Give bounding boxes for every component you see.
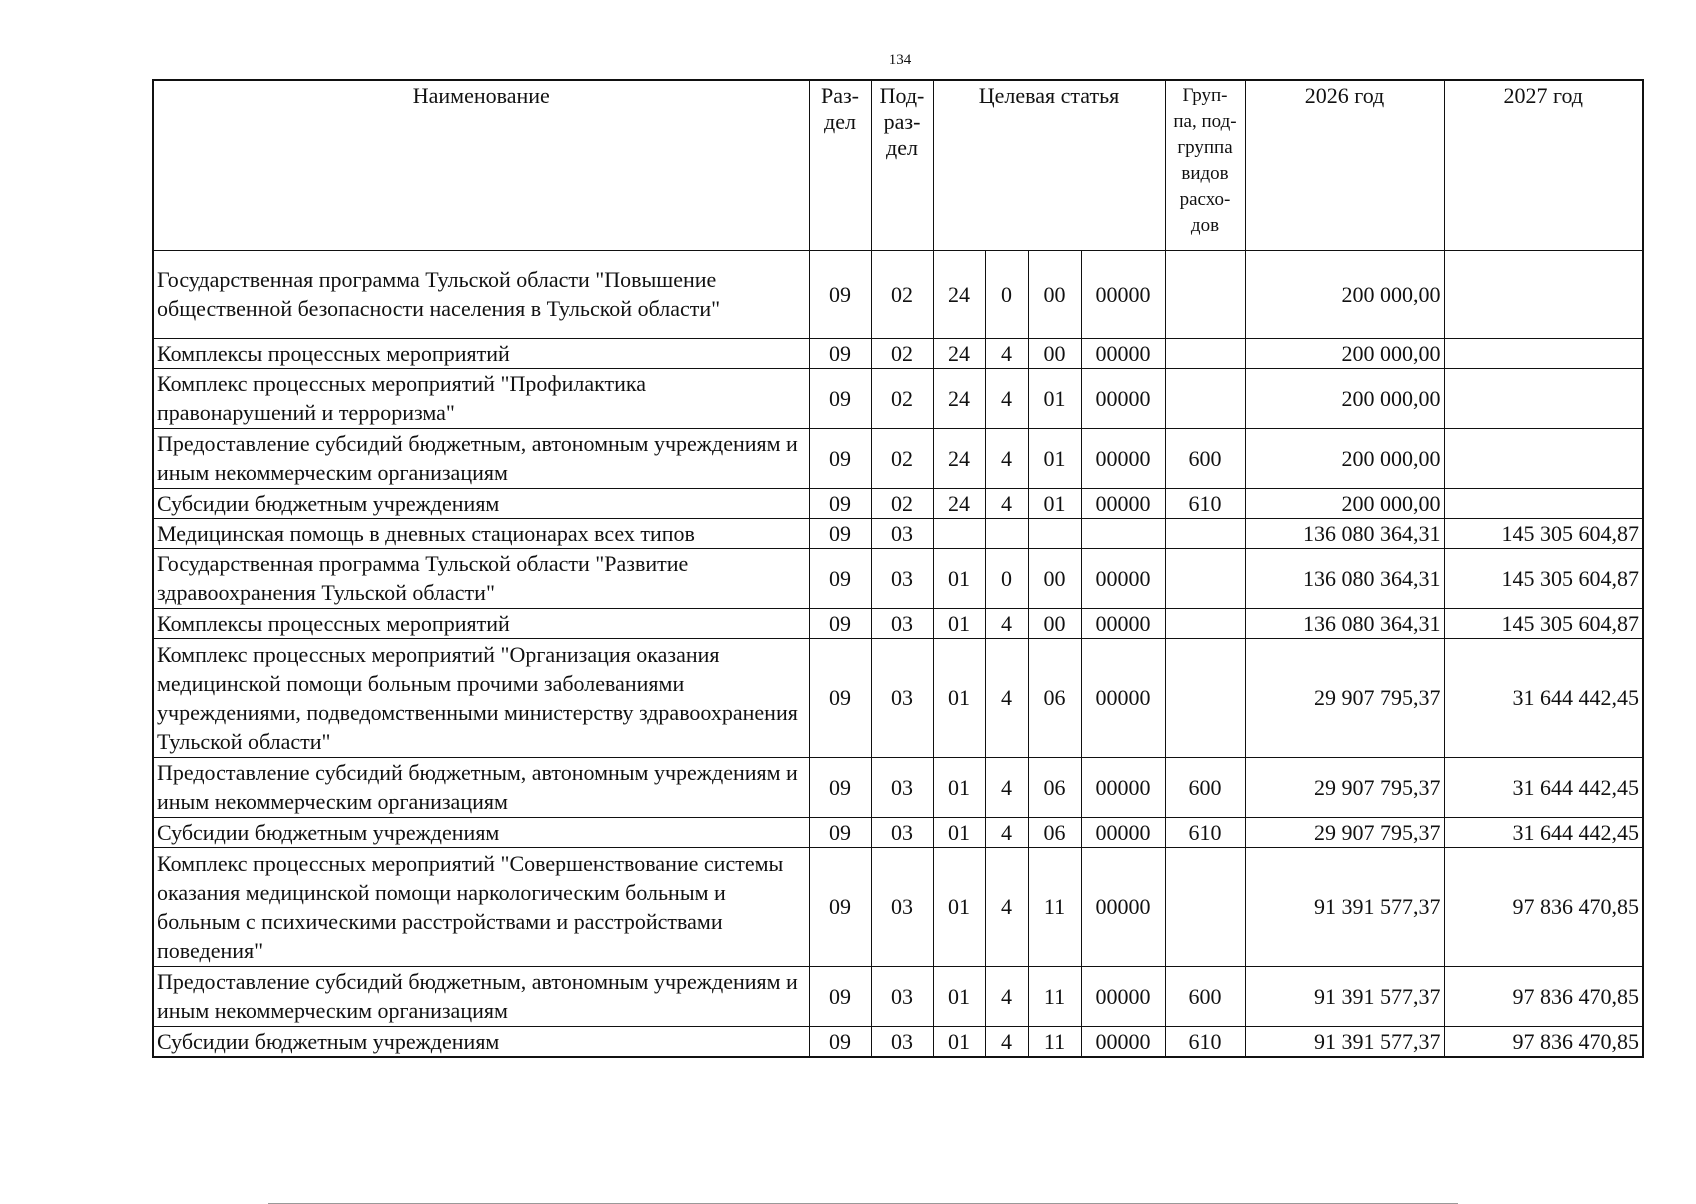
table-row [153, 488, 1643, 518]
row-expense-group: 600 [1165, 757, 1245, 817]
row-amount-2026: 29 907 795,37 [1245, 757, 1444, 817]
row-razdel: 09 [809, 250, 871, 338]
row-target-complex: 01 [1028, 428, 1081, 488]
row-podrazdel: 03 [871, 847, 933, 966]
row-target-type: 4 [985, 966, 1028, 1026]
row-amount-2027 [1444, 428, 1643, 488]
table-row [153, 757, 1643, 817]
row-amount-2027: 31 644 442,45 [1444, 757, 1643, 817]
row-target-complex: 01 [1028, 488, 1081, 518]
row-razdel: 09 [809, 548, 871, 608]
row-target-program: 01 [933, 757, 985, 817]
row-target-type: 4 [985, 757, 1028, 817]
row-target-program: 01 [933, 847, 985, 966]
row-razdel: 09 [809, 847, 871, 966]
row-target-type: 4 [985, 817, 1028, 847]
row-razdel: 09 [809, 757, 871, 817]
row-target-type: 4 [985, 608, 1028, 638]
row-amount-2026: 29 907 795,37 [1245, 638, 1444, 757]
header-year-2026: 2026 год [1245, 80, 1444, 250]
row-podrazdel: 02 [871, 338, 933, 368]
row-amount-2026: 136 080 364,31 [1245, 548, 1444, 608]
row-name: Комплекс процессных мероприятий "Профилактика правонарушений и терроризма" [153, 368, 809, 428]
row-expense-group [1165, 608, 1245, 638]
row-razdel: 09 [809, 608, 871, 638]
row-amount-2026: 200 000,00 [1245, 428, 1444, 488]
row-razdel: 09 [809, 518, 871, 548]
row-target-complex [1028, 518, 1081, 548]
row-target-type: 4 [985, 428, 1028, 488]
row-target-program: 24 [933, 488, 985, 518]
row-target-direction: 00000 [1081, 428, 1165, 488]
row-amount-2026: 200 000,00 [1245, 368, 1444, 428]
row-podrazdel: 03 [871, 757, 933, 817]
row-razdel: 09 [809, 338, 871, 368]
row-target-complex: 11 [1028, 847, 1081, 966]
row-target-complex: 11 [1028, 966, 1081, 1026]
row-target-direction: 00000 [1081, 847, 1165, 966]
table-row [153, 368, 1643, 428]
row-target-program: 24 [933, 368, 985, 428]
row-target-complex: 00 [1028, 548, 1081, 608]
row-target-program: 01 [933, 966, 985, 1026]
row-razdel: 09 [809, 638, 871, 757]
row-name: Предоставление субсидий бюджетным, автономным учреждениям и иным некоммерческим организациям [153, 966, 809, 1026]
row-target-type: 4 [985, 488, 1028, 518]
row-expense-group: 610 [1165, 488, 1245, 518]
row-name: Предоставление субсидий бюджетным, автономным учреждениям и иным некоммерческим организациям [153, 757, 809, 817]
row-target-type: 0 [985, 548, 1028, 608]
row-podrazdel: 03 [871, 548, 933, 608]
row-podrazdel: 03 [871, 638, 933, 757]
row-target-type: 4 [985, 338, 1028, 368]
row-target-complex: 00 [1028, 608, 1081, 638]
row-target-direction: 00000 [1081, 608, 1165, 638]
row-target-program: 24 [933, 428, 985, 488]
row-name: Медицинская помощь в дневных стационарах всех типов [153, 518, 809, 548]
row-target-complex: 11 [1028, 1026, 1081, 1057]
row-target-program: 01 [933, 548, 985, 608]
row-expense-group: 600 [1165, 966, 1245, 1026]
row-podrazdel: 03 [871, 608, 933, 638]
row-amount-2027 [1444, 250, 1643, 338]
table-row [153, 548, 1643, 608]
row-podrazdel: 03 [871, 518, 933, 548]
row-target-program [933, 518, 985, 548]
row-target-complex: 00 [1028, 250, 1081, 338]
row-target-complex: 06 [1028, 817, 1081, 847]
row-razdel: 09 [809, 428, 871, 488]
row-target-complex: 01 [1028, 368, 1081, 428]
row-expense-group: 600 [1165, 428, 1245, 488]
row-target-program: 01 [933, 608, 985, 638]
table-header-row [153, 80, 1643, 250]
table-row [153, 518, 1643, 548]
row-expense-group: 610 [1165, 1026, 1245, 1057]
row-razdel: 09 [809, 368, 871, 428]
row-amount-2027: 145 305 604,87 [1444, 518, 1643, 548]
row-target-type: 4 [985, 368, 1028, 428]
row-amount-2027 [1444, 338, 1643, 368]
row-expense-group [1165, 368, 1245, 428]
row-amount-2027: 145 305 604,87 [1444, 608, 1643, 638]
row-target-complex: 00 [1028, 338, 1081, 368]
table-row [153, 817, 1643, 847]
row-amount-2027 [1444, 368, 1643, 428]
row-target-program: 01 [933, 1026, 985, 1057]
header-target-article: Целевая статья [933, 80, 1165, 250]
row-amount-2027: 97 836 470,85 [1444, 847, 1643, 966]
row-name: Субсидии бюджетным учреждениям [153, 1026, 809, 1057]
table-row [153, 428, 1643, 488]
row-podrazdel: 03 [871, 1026, 933, 1057]
table-row [153, 966, 1643, 1026]
row-target-direction [1081, 518, 1165, 548]
row-target-direction: 00000 [1081, 488, 1165, 518]
row-target-direction: 00000 [1081, 817, 1165, 847]
budget-table [152, 79, 1644, 1058]
row-target-direction: 00000 [1081, 368, 1165, 428]
table-row [153, 847, 1643, 966]
row-podrazdel: 02 [871, 250, 933, 338]
row-expense-group [1165, 847, 1245, 966]
row-target-direction: 00000 [1081, 638, 1165, 757]
row-target-complex: 06 [1028, 757, 1081, 817]
header-year-2027: 2027 год [1444, 80, 1643, 250]
row-target-program: 01 [933, 817, 985, 847]
row-target-complex: 06 [1028, 638, 1081, 757]
header-expense-group: Груп- па, под- группа видов расхо- дов [1165, 80, 1245, 250]
row-amount-2027: 31 644 442,45 [1444, 638, 1643, 757]
row-razdel: 09 [809, 1026, 871, 1057]
row-name: Комплексы процессных мероприятий [153, 338, 809, 368]
row-amount-2026: 136 080 364,31 [1245, 518, 1444, 548]
row-expense-group [1165, 518, 1245, 548]
row-target-program: 24 [933, 250, 985, 338]
row-amount-2027: 145 305 604,87 [1444, 548, 1643, 608]
row-amount-2026: 91 391 577,37 [1245, 966, 1444, 1026]
header-podrazdel: Под- раз- дел [871, 80, 933, 250]
row-podrazdel: 02 [871, 488, 933, 518]
row-target-program: 24 [933, 338, 985, 368]
row-amount-2026: 136 080 364,31 [1245, 608, 1444, 638]
row-podrazdel: 02 [871, 428, 933, 488]
row-target-program: 01 [933, 638, 985, 757]
row-amount-2026: 91 391 577,37 [1245, 1026, 1444, 1057]
row-target-direction: 00000 [1081, 548, 1165, 608]
row-target-direction: 00000 [1081, 250, 1165, 338]
row-expense-group [1165, 638, 1245, 757]
row-expense-group [1165, 338, 1245, 368]
row-amount-2027: 31 644 442,45 [1444, 817, 1643, 847]
table-row [153, 608, 1643, 638]
table-row [153, 638, 1643, 757]
row-expense-group [1165, 548, 1245, 608]
row-target-type: 4 [985, 638, 1028, 757]
row-target-direction: 00000 [1081, 966, 1165, 1026]
row-name: Государственная программа Тульской области "Развитие здравоохранения Тульской области" [153, 548, 809, 608]
header-name: Наименование [153, 80, 809, 250]
row-amount-2026: 91 391 577,37 [1245, 847, 1444, 966]
row-name: Государственная программа Тульской области "Повышение общественной безопасности населения в Тульской области" [153, 250, 809, 338]
row-podrazdel: 02 [871, 368, 933, 428]
row-name: Субсидии бюджетным учреждениям [153, 488, 809, 518]
table-row [153, 338, 1643, 368]
row-razdel: 09 [809, 488, 871, 518]
row-razdel: 09 [809, 817, 871, 847]
row-amount-2027 [1444, 488, 1643, 518]
row-target-direction: 00000 [1081, 757, 1165, 817]
row-amount-2026: 200 000,00 [1245, 488, 1444, 518]
row-name: Комплексы процессных мероприятий [153, 608, 809, 638]
row-expense-group: 610 [1165, 817, 1245, 847]
row-razdel: 09 [809, 966, 871, 1026]
row-name: Комплекс процессных мероприятий "Организация оказания медицинской помощи больным прочими заболеваниями учреждениями, подведомственными министерству здравоохранения Тульской области" [153, 638, 809, 757]
row-podrazdel: 03 [871, 817, 933, 847]
row-podrazdel: 03 [871, 966, 933, 1026]
row-amount-2026: 200 000,00 [1245, 338, 1444, 368]
row-name: Комплекс процессных мероприятий "Совершенствование системы оказания медицинской помощи наркологическим больным и больным с психическими расстройствами и расстройствами поведения" [153, 847, 809, 966]
row-target-direction: 00000 [1081, 1026, 1165, 1057]
page-number: 134 [888, 52, 912, 68]
row-target-type: 0 [985, 250, 1028, 338]
row-target-direction: 00000 [1081, 338, 1165, 368]
row-name: Субсидии бюджетным учреждениям [153, 817, 809, 847]
table-row [153, 1026, 1643, 1057]
row-target-type: 4 [985, 847, 1028, 966]
row-amount-2026: 200 000,00 [1245, 250, 1444, 338]
row-amount-2027: 97 836 470,85 [1444, 966, 1643, 1026]
row-amount-2027: 97 836 470,85 [1444, 1026, 1643, 1057]
table-row [153, 250, 1643, 338]
row-amount-2026: 29 907 795,37 [1245, 817, 1444, 847]
row-name: Предоставление субсидий бюджетным, автономным учреждениям и иным некоммерческим организациям [153, 428, 809, 488]
header-razdel: Раз- дел [809, 80, 871, 250]
row-target-type: 4 [985, 1026, 1028, 1057]
row-expense-group [1165, 250, 1245, 338]
row-target-type [985, 518, 1028, 548]
